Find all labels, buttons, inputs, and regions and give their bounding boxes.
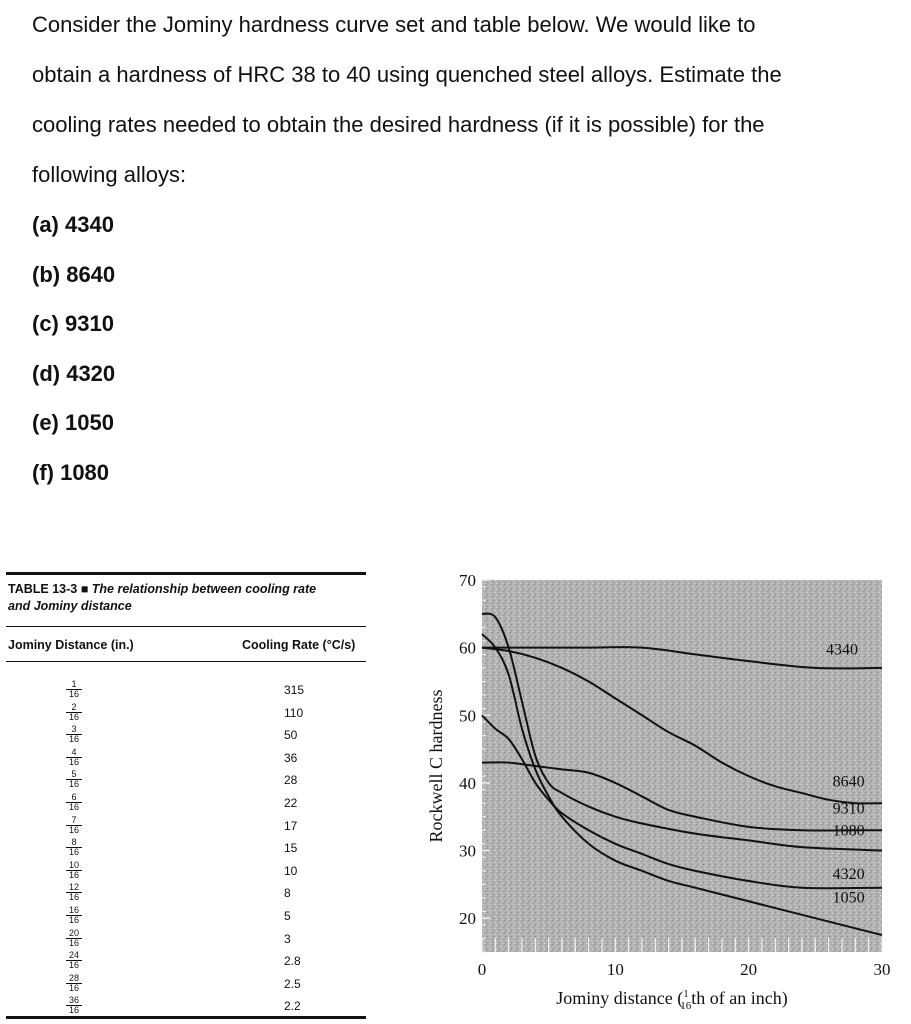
cooling-rate-value: 17 [284, 818, 298, 833]
fraction-numerator: 10 [66, 861, 82, 871]
cooling-rate-value: 15 [284, 841, 298, 856]
fraction-denominator: 16 [68, 915, 79, 925]
table-row [6, 906, 366, 929]
jominy-distance-fraction [66, 929, 82, 948]
fraction-denominator: 16 [68, 892, 79, 903]
fraction-denominator: 16 [68, 824, 79, 835]
table-row [6, 861, 366, 884]
curve-label-4320: 4320 [832, 865, 865, 883]
table-row [6, 951, 366, 974]
fraction-denominator: 16 [68, 1005, 79, 1016]
cooling-rate-value: 2.5 [284, 976, 301, 991]
x-axis-label-frac-num: 1 [683, 988, 689, 1000]
y-tick-label: 50 [459, 706, 476, 726]
x-axis-label-suffix: th of an inch) [691, 988, 788, 1008]
table-row [6, 793, 366, 816]
fraction-numerator: 6 [66, 793, 82, 803]
fraction-numerator: 36 [66, 996, 82, 1006]
fraction-numerator: 28 [66, 974, 82, 984]
jominy-distance-fraction [66, 703, 82, 722]
x-axis-label-prefix: Jominy distance ( [556, 988, 684, 1008]
jominy-distance-fraction [66, 816, 82, 835]
column-header-rate: Cooling Rate (°C/s) [242, 638, 356, 652]
jominy-distance-fraction [66, 748, 82, 767]
table-row [6, 703, 366, 726]
cooling-rate-value: 315 [284, 683, 305, 697]
y-axis-label: Rockwell C hardness [426, 689, 446, 843]
option-b: (b) 8640 [32, 261, 116, 287]
question-line: obtain a hardness of HRC 38 to 40 using quenched steel alloys. Estimate the [32, 62, 782, 87]
x-tick-label: 10 [606, 960, 624, 979]
fraction-numerator: 5 [66, 770, 82, 780]
curve-label-1050: 1050 [832, 889, 865, 907]
cooling-rate-value: 36 [284, 750, 298, 765]
jominy-distance-fraction [66, 861, 82, 880]
fraction-numerator: 1 [66, 680, 82, 690]
fraction-denominator: 16 [68, 802, 79, 812]
cooling-rate-value: 28 [284, 773, 298, 788]
option-a: (a) 4340 [32, 212, 114, 237]
cooling-rate-value: 5 [284, 909, 291, 923]
jominy-distance-fraction [66, 906, 82, 925]
table-bottom-rule [6, 1016, 366, 1019]
jominy-distance-fraction [66, 680, 82, 699]
fraction-denominator: 16 [68, 779, 79, 790]
table-caption [8, 582, 316, 596]
y-tick-label: 40 [459, 773, 476, 793]
jominy-distance-fraction [66, 725, 82, 744]
fraction-numerator: 24 [66, 951, 82, 961]
jominy-chart [420, 566, 900, 1022]
fraction-numerator: 4 [66, 748, 82, 758]
fraction-denominator: 16 [68, 960, 79, 971]
curve-label-8640: 8640 [832, 773, 865, 791]
cooling-rate-value: 10 [284, 863, 298, 878]
table-row [6, 770, 366, 793]
x-tick-label: 0 [477, 960, 487, 979]
y-tick-label: 30 [459, 841, 476, 861]
table-row [6, 974, 366, 997]
question-line: cooling rates needed to obtain the desired hardness (if it is possible) for the [32, 112, 765, 137]
fraction-numerator: 7 [66, 816, 82, 826]
table-row [6, 929, 366, 952]
question-block [32, 0, 892, 498]
table-header-rule [6, 661, 366, 662]
x-tick-label: 20 [740, 960, 758, 979]
table-row [6, 883, 366, 906]
option-c: (c) 9310 [32, 311, 114, 337]
fraction-denominator: 16 [68, 869, 79, 880]
table-number: TABLE 13-3 [8, 582, 78, 596]
y-tick-label: 20 [459, 909, 476, 929]
jominy-distance-fraction [66, 838, 82, 857]
x-axis-label-frac-den: 16 [680, 1000, 692, 1012]
question-line: Consider the Jominy hardness curve set and table below. We would like to [32, 12, 756, 37]
jominy-distance-fraction [66, 996, 82, 1015]
fraction-numerator: 8 [66, 838, 82, 848]
fraction-denominator: 16 [68, 937, 79, 948]
fraction-numerator: 3 [66, 725, 82, 735]
jominy-distance-fraction [66, 770, 82, 789]
question-line: following alloys: [32, 162, 187, 187]
y-tick-label: 60 [459, 638, 476, 658]
y-tick-label: 70 [459, 571, 476, 590]
fraction-denominator: 16 [68, 756, 79, 767]
table-row [6, 838, 366, 861]
column-header-distance: Jominy Distance (in.) [8, 638, 134, 652]
cooling-rate-value: 2.8 [284, 954, 301, 969]
curve-label-1080: 1080 [832, 822, 865, 840]
fraction-numerator: 16 [66, 906, 82, 916]
chart-svg [420, 566, 900, 1022]
option-f: (f) 1080 [32, 459, 110, 485]
table-top-rule [6, 572, 366, 575]
jominy-distance-fraction [66, 951, 82, 970]
fraction-numerator: 2 [66, 703, 82, 713]
curve-label-9310: 9310 [832, 800, 865, 818]
fraction-denominator: 16 [68, 847, 79, 858]
fraction-numerator: 20 [66, 929, 82, 939]
table-header-rule [6, 626, 366, 627]
cooling-rate-table [6, 572, 366, 1022]
table-row [6, 680, 366, 703]
jominy-distance-fraction [66, 793, 82, 812]
square-bullet-icon: ■ [80, 582, 89, 596]
table-row [6, 748, 366, 771]
fraction-denominator: 16 [68, 734, 79, 745]
cooling-rate-value: 3 [284, 931, 291, 946]
cooling-rate-value: 110 [284, 705, 304, 720]
cooling-rate-value: 22 [284, 796, 298, 810]
option-e: (e) 1050 [32, 410, 114, 436]
option-d: (d) 4320 [32, 360, 116, 386]
table-caption-line2: and Jominy distance [8, 599, 132, 613]
table-row [6, 725, 366, 748]
x-axis-label [556, 988, 788, 1012]
jominy-distance-fraction [66, 974, 82, 993]
fraction-denominator: 16 [68, 982, 79, 993]
fraction-numerator: 12 [66, 883, 82, 893]
cooling-rate-value: 50 [284, 728, 298, 743]
cooling-rate-value: 2.2 [284, 999, 301, 1014]
table-row [6, 816, 366, 839]
table-caption-title: The relationship between cooling rate [91, 582, 317, 596]
jominy-distance-fraction [66, 883, 82, 902]
fraction-denominator: 16 [68, 689, 79, 699]
fraction-denominator: 16 [68, 711, 79, 722]
curve-label-4340: 4340 [826, 641, 858, 659]
x-tick-label: 30 [873, 960, 891, 979]
cooling-rate-value: 8 [284, 886, 291, 901]
